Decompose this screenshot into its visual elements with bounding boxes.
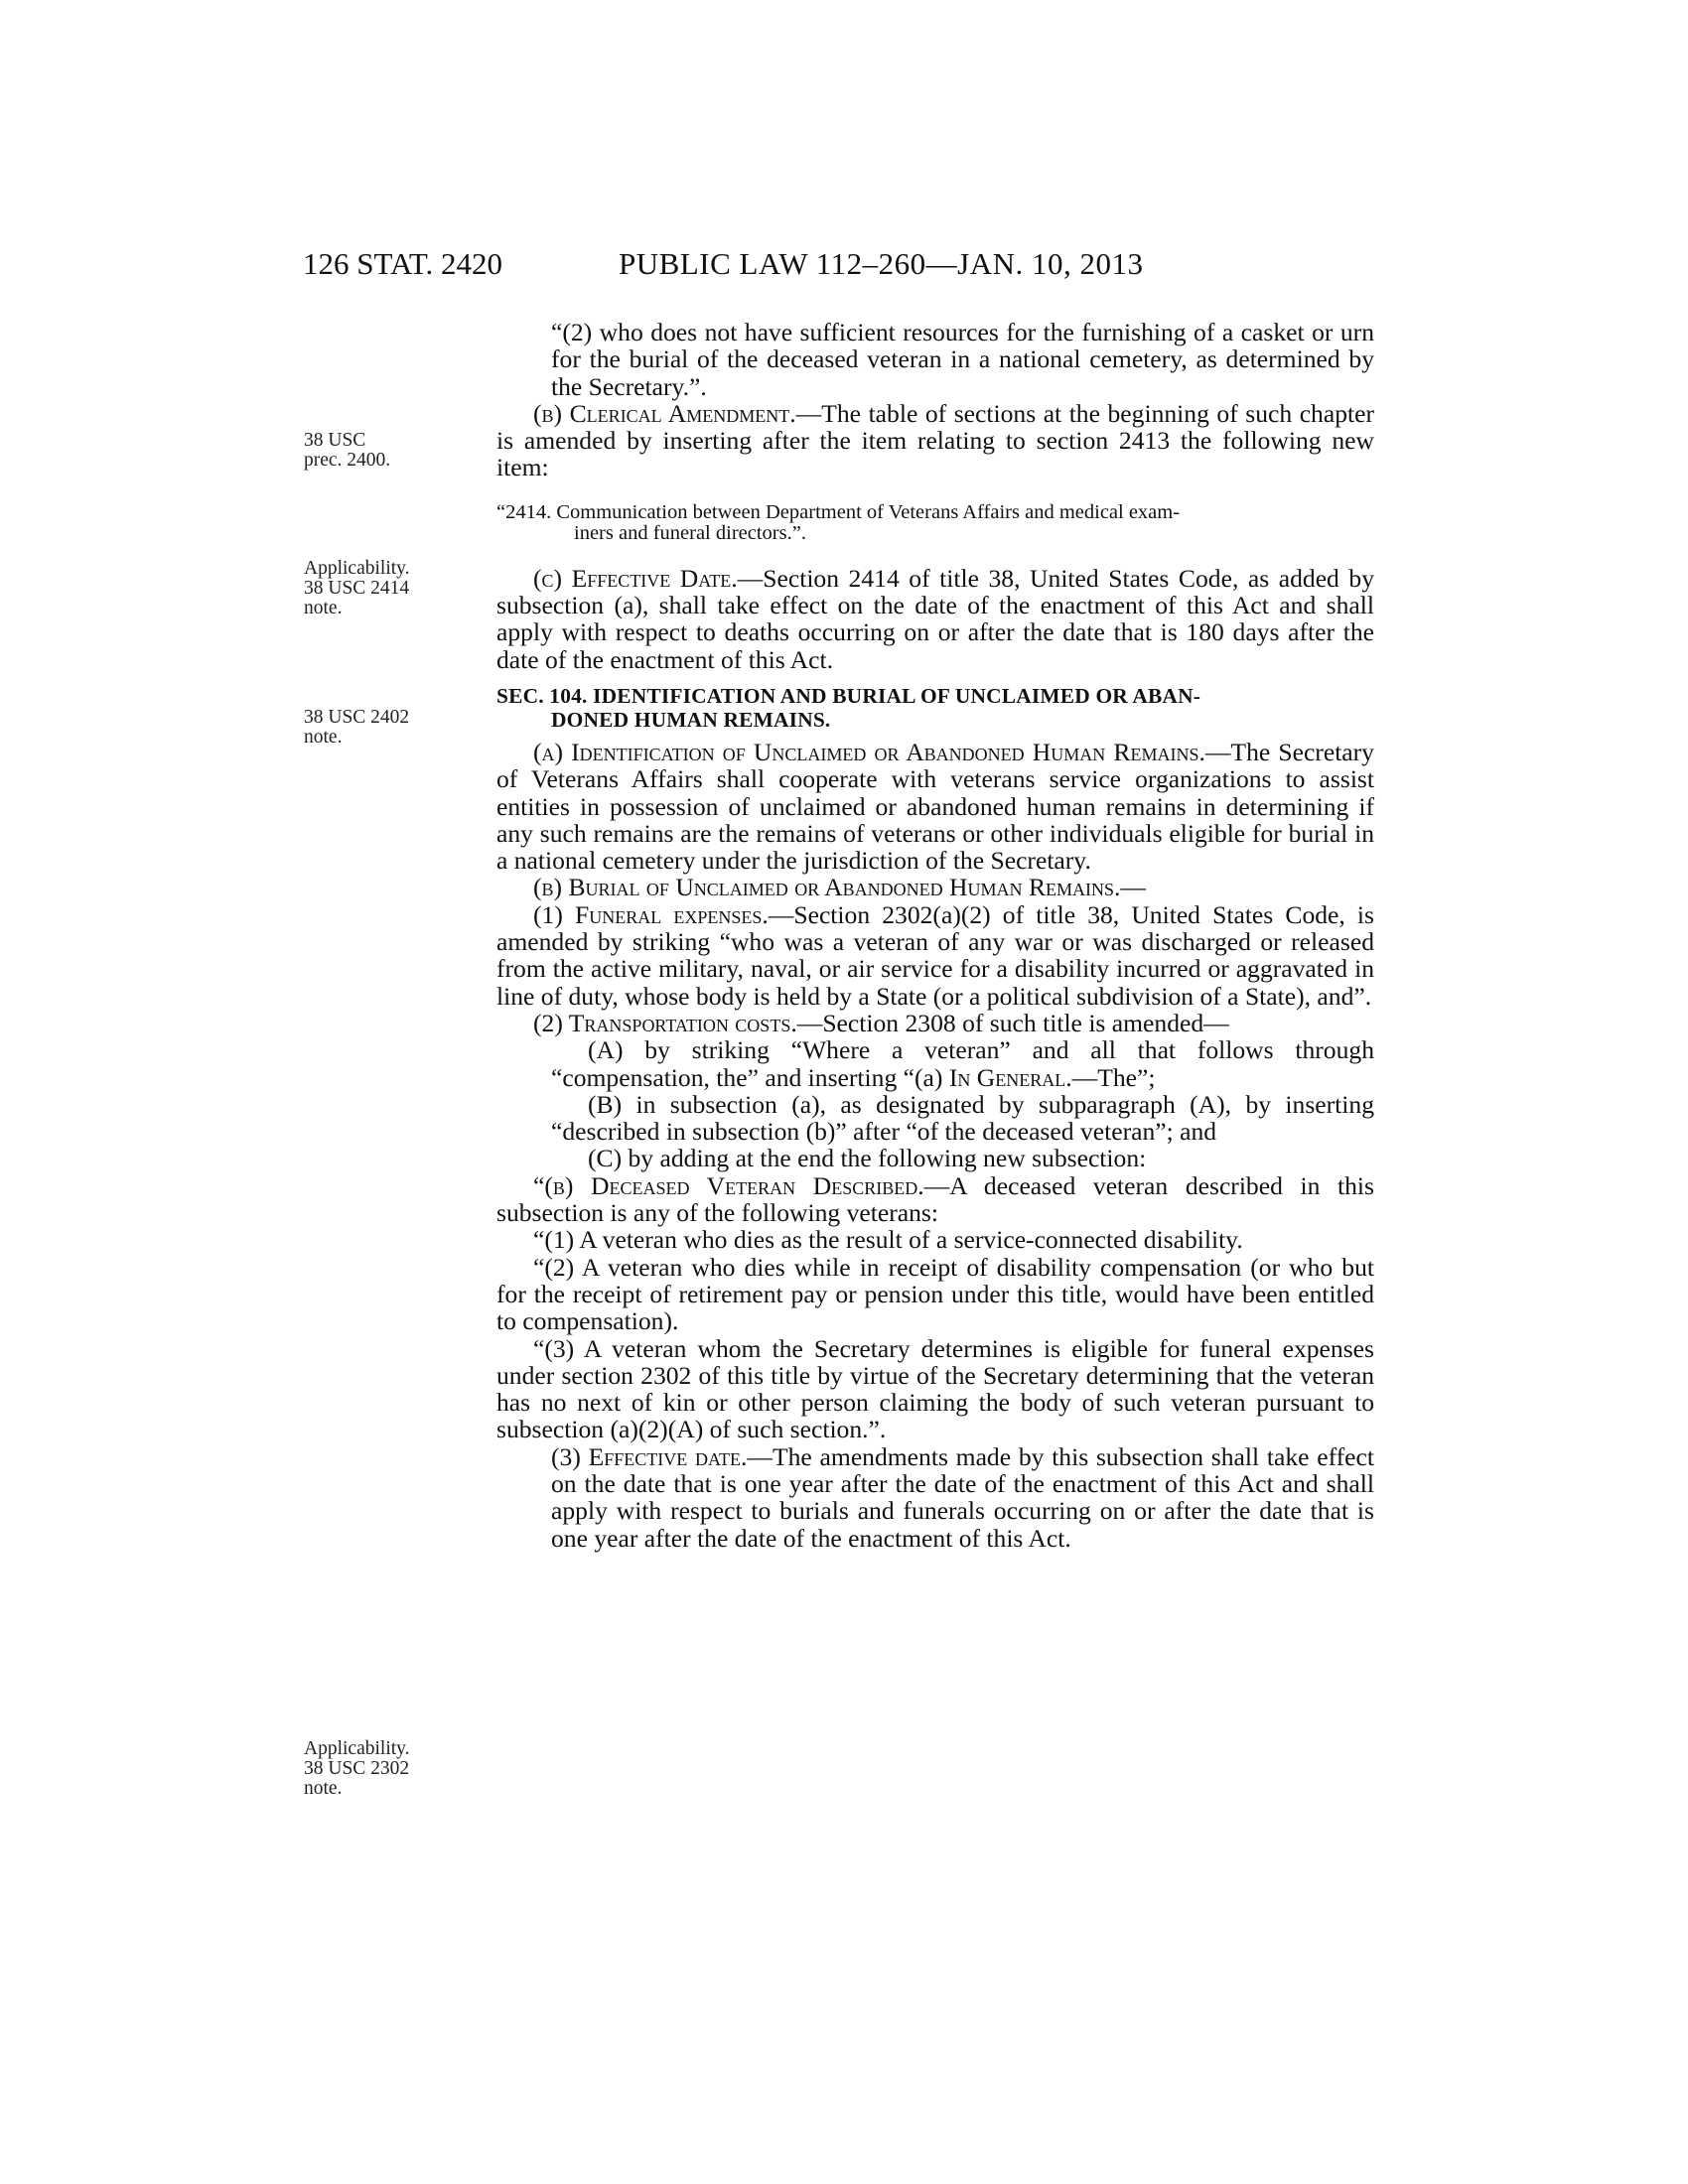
margin-note-line: prec. 2400.: [304, 450, 391, 471]
margin-note-line: 38 USC 2402: [304, 707, 410, 728]
section-104-heading: SEC. 104. IDENTIFICATION AND BURIAL OF UNCLAIMED OR ABAN- DONED HUMAN REMAINS.: [496, 683, 1201, 732]
stat-reference: 126 STAT. 2420: [303, 246, 503, 281]
margin-note-line: note.: [304, 1778, 343, 1799]
table-of-sections-item: “2414. Communication between Department of Veterans Affairs and medical exam- iners and funeral directors.”.: [496, 500, 1181, 544]
margin-note-line: 38 USC 2302: [304, 1758, 410, 1779]
subparagraph-c: (C) by adding at the end the following new subsection:: [588, 1144, 1147, 1173]
subsection-c-effective-date: (c) Effective Date.—Section 2414 of title 38, United States Code, as added by subsection (a), shall take effect on the date of the enactment of this Act and shall apply with respect to deaths occurring on or after the date that is 180 days after the date of the enactment of this Act.: [496, 563, 1374, 674]
margin-note-line: Applicability.: [304, 1738, 410, 1759]
subparagraph-a: (A) by striking “Where a veteran” and all that follows through “compensation, the” and inserting “(a) In General.—The”;: [551, 1035, 1374, 1092]
paragraph-1-funeral-expenses: (1) Funeral expenses.—Section 2302(a)(2) of title 38, United States Code, is amended by striking “who was a veteran of any war or was discharged or released from the active military, naval, or air service for a disability incurred or aggravated in line of duty, whose body is held by a State (or a political subdivision of a State), and”.: [496, 899, 1374, 1011]
paragraph-heading: (1) Funeral expenses.: [533, 899, 769, 929]
margin-note-line: Applicability.: [304, 558, 410, 579]
paragraph-3-effective-date: (3) Effective date.—The amendments made by this subsection shall take effect on the date that is one year after the date of the enactment of this Act and shall apply with respect to burials and funerals occurring on or after the date that is one year after the date of the enactment of this Act.: [551, 1441, 1375, 1553]
body-text: [496, 319, 1374, 1552]
subsection-heading: “(b) Deceased Veteran Described.: [533, 1170, 924, 1200]
subsection-b-burial: (b) Burial of Unclaimed or Abandoned Human Remains.—: [533, 873, 1147, 902]
subsection-a-identification: (a) Identification of Unclaimed or Abandoned Human Remains.—The Secretary of Veterans Affairs shall cooperate with veterans service organizations to assist entities in possession of unclaimed or abandoned human remains in determining if any such remains are the remains of veterans or other individuals eligible for burial in a national cemetery under the jurisdiction of the Secretary.: [496, 737, 1374, 876]
subsection-heading: (a) Identification of Unclaimed or Abandoned Human Remains.: [533, 737, 1205, 766]
quoted-paragraph-3: “(3) A veteran whom the Secretary determines is eligible for funeral expenses under section 2302 of this title by virtue of the Secretary determining that the veteran has no next of kin or other person claiming the body of such veteran pursuant to subsection (a)(2)(A) of such section.”.: [496, 1333, 1374, 1444]
quoted-paragraph-1: “(1) A veteran who dies as the result of a service-connected disability.: [533, 1225, 1243, 1255]
margin-note-line: note.: [304, 598, 343, 618]
margin-note-line: 38 USC 2414: [304, 578, 410, 599]
subsection-b-clerical-amendment: (b) Clerical Amendment.—The table of sections at the beginning of such chapter is amended by inserting after the item relating to section 2413 the following new item:: [496, 398, 1375, 482]
new-subsection-b-deceased-veteran: “(b) Deceased Veteran Described.—A deceased veteran described in this subsection is any of the following veterans:: [496, 1170, 1375, 1228]
margin-note-usc-2402: [304, 708, 453, 748]
margin-note-usc-prec-2400: [304, 431, 453, 471]
quoted-paragraph-2: “(2) who does not have sufficient resources for the furnishing of a casket or urn for the burial of the deceased veteran in a national cemetery, as determined by the Secretary.”.: [551, 318, 1374, 401]
law-title: PUBLIC LAW 112–260—JAN. 10, 2013: [619, 246, 1144, 281]
margin-note-applicability-2414: [304, 559, 453, 618]
paragraph-2-transportation-costs: (2) Transportation costs.—Section 2308 of such title is amended—: [533, 1008, 1229, 1037]
paragraph-heading: (2) Transportation costs.: [533, 1008, 797, 1037]
subsection-heading: (c) Effective Date.: [533, 563, 738, 593]
margin-note-line: note.: [304, 727, 343, 748]
margin-note-applicability-2302: [304, 1739, 453, 1799]
subsection-heading: (b) Burial of Unclaimed or Abandoned Human Remains.: [533, 873, 1121, 902]
subparagraph-b: (B) in subsection (a), as designated by subparagraph (A), by inserting “described in subsection (b)” after “of the deceased veteran”; and: [551, 1089, 1374, 1147]
subsection-heading: (b) Clerical Amendment.: [533, 398, 796, 428]
margin-note-line: 38 USC: [304, 430, 366, 451]
page-header: [0, 246, 1688, 286]
quoted-paragraph-2-veteran: “(2) A veteran who dies while in receipt of disability compensation (or who but for the receipt of retirement pay or pension under this title, would have been entitled to compensation).: [496, 1252, 1374, 1336]
paragraph-heading: (3) Effective date.: [551, 1441, 748, 1471]
